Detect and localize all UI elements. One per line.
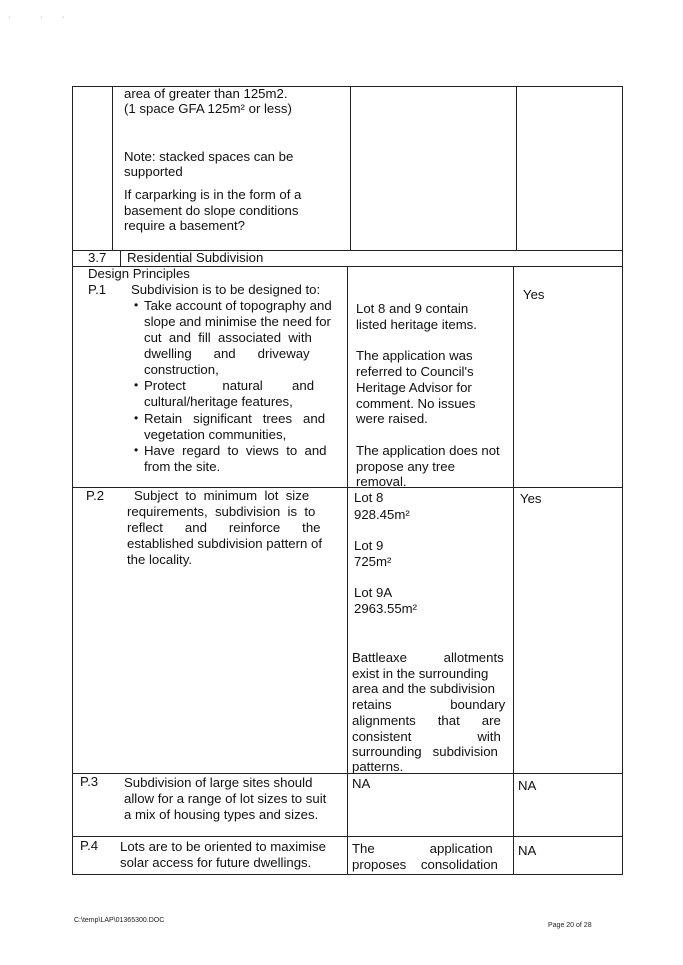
comment-value: NA	[352, 776, 371, 791]
status-value: NA	[518, 778, 537, 793]
comment-line: listed heritage items.	[356, 317, 477, 332]
principle-intro: Subdivision is to be designed to:	[131, 282, 321, 297]
text-line: area of greater than 125m2.	[124, 86, 288, 101]
comment-line: Battleaxe allotments	[352, 650, 504, 665]
table-rule	[112, 86, 113, 251]
comment-line: area and the subdivision	[352, 681, 495, 696]
comment-line: The application was	[356, 348, 473, 363]
table-rule	[513, 266, 514, 875]
principle-line: established subdivision pattern of	[127, 536, 323, 551]
comment-line: Heritage Advisor for	[356, 380, 472, 395]
bullet-line: from the site.	[144, 459, 221, 474]
table-rule	[347, 266, 348, 875]
principle-line: allow for a range of lot sizes to suit	[124, 791, 327, 806]
principle-line: Subject to minimum lot size	[134, 488, 310, 503]
subheading: Design Principles	[88, 266, 190, 281]
comment-line: Lot 8 and 9 contain	[356, 301, 469, 316]
status-value: Yes	[523, 287, 545, 302]
principle-line: Lots are to be oriented to maximise	[120, 839, 326, 854]
bullet-line: dwelling and driveway	[144, 346, 310, 361]
bullet-line: Retain significant trees and	[144, 411, 326, 426]
section-title: Residential Subdivision	[127, 250, 264, 265]
principle-line: solar access for future dwellings.	[120, 855, 312, 870]
text-line: basement do slope conditions	[124, 203, 299, 218]
status-value: NA	[518, 843, 537, 858]
bullet-icon: •	[134, 443, 139, 457]
text-line: If carparking is in the form of a	[124, 187, 302, 202]
table-rule	[120, 250, 121, 266]
footer-file-path: C:\temp\LAP\01365300.DOC	[74, 917, 165, 924]
comment-line: were raised.	[356, 411, 428, 426]
comment-line: retains boundary	[352, 697, 506, 712]
comment-line: comment. No issues	[356, 396, 476, 411]
bullet-line: Protect natural and	[144, 378, 315, 393]
scan-speck: ·	[8, 14, 11, 21]
scan-speck: ·	[62, 14, 65, 21]
comment-line: patterns.	[352, 759, 404, 774]
comment-line: consistent with	[352, 729, 501, 744]
comment-line: The application	[352, 841, 493, 856]
footer-page-number: Page 20 of 28	[548, 922, 592, 929]
principle-line: Subdivision of large sites should	[124, 775, 313, 790]
text-line: (1 space GFA 125m² or less)	[124, 101, 292, 116]
section-number: 3.7	[88, 250, 107, 265]
bullet-line: Have regard to views to and	[144, 443, 327, 458]
bullet-line: Take account of topography and	[144, 298, 332, 313]
text-line: supported	[124, 164, 183, 179]
comment-line: referred to Council's	[356, 364, 474, 379]
comment-line: alignments that are	[352, 713, 501, 728]
lot-area: 2963.55m²	[354, 601, 418, 616]
principle-id: P.1	[88, 282, 107, 297]
table-rule	[350, 86, 351, 251]
comment-line: The application does not	[356, 443, 500, 458]
table-rule	[516, 86, 517, 251]
bullet-icon: •	[134, 298, 139, 312]
comment-line: exist in the surrounding	[352, 666, 489, 681]
lot-label: Lot 8	[354, 490, 384, 505]
principle-line: reflect and reinforce the	[127, 520, 321, 535]
comment-line: removal.	[356, 474, 407, 489]
comment-line: surrounding subdivision	[352, 744, 498, 759]
bullet-line: vegetation communities,	[144, 427, 287, 442]
scan-speck: ·	[40, 14, 43, 21]
bullet-line: cut and fill associated with	[144, 330, 312, 345]
bullet-line: cultural/heritage features,	[144, 394, 293, 409]
principle-line: the locality.	[127, 552, 192, 567]
bullet-line: construction,	[144, 362, 219, 377]
lot-label: Lot 9	[354, 538, 384, 553]
lot-label: Lot 9A	[354, 585, 393, 600]
bullet-icon: •	[134, 411, 139, 425]
principle-id: P.4	[80, 838, 99, 853]
lot-area: 725m²	[354, 554, 392, 569]
principle-id: P.3	[80, 774, 99, 789]
principle-line: a mix of housing types and sizes.	[124, 807, 319, 822]
status-value: Yes	[520, 491, 542, 506]
principle-line: requirements, subdivision is to	[127, 504, 316, 519]
principle-id: P.2	[86, 488, 105, 503]
bullet-icon: •	[134, 378, 139, 392]
comment-line: propose any tree	[356, 459, 455, 474]
text-line: Note: stacked spaces can be	[124, 149, 294, 164]
lot-area: 928.45m²	[354, 507, 410, 522]
comment-line: proposes consolidation	[352, 857, 498, 872]
text-line: require a basement?	[124, 218, 245, 233]
bullet-line: slope and minimise the need for	[144, 314, 331, 329]
